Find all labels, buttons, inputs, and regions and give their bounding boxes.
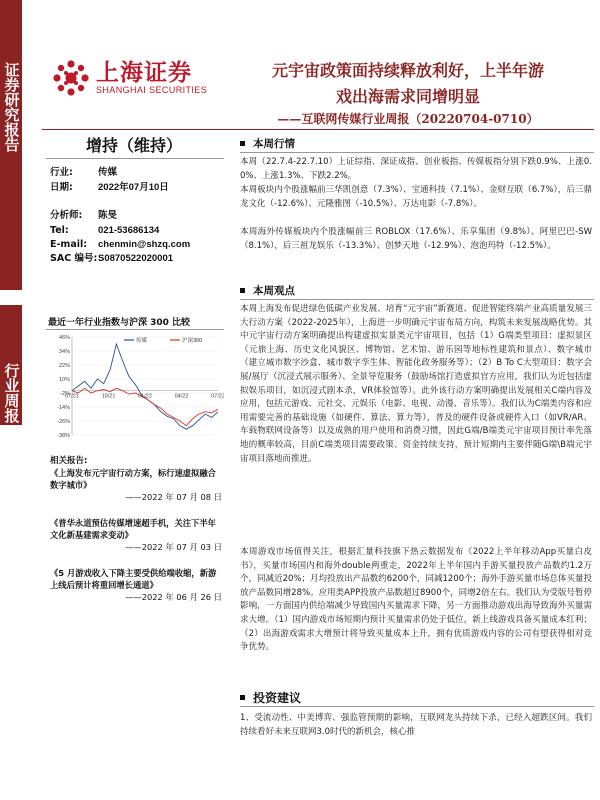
report-title-line2: 戏出海需求同增明显 xyxy=(335,87,480,106)
report-subtitle: ——互联网传媒行业周报（20220704-0710） xyxy=(277,112,539,126)
info-sac: SAC 编号:S0870522020001 xyxy=(50,253,174,264)
y-tick-label: 46% xyxy=(58,335,70,341)
info-email[interactable]: E-mail: chenmin@shzq.com xyxy=(50,239,191,250)
bullet-square-icon xyxy=(240,695,245,700)
weekly-paragraph-1: 本周（22.7.4-22.7.10）上证综指、深证成指、创业板指、传媒板指分别下跌0.9%、上涨0.0%、上涨1.3%、下跌2.2%。 xyxy=(240,157,592,181)
report-title xyxy=(228,58,588,110)
sidebar-mid-label: 行业周报 xyxy=(2,363,21,423)
y-tick-label: -14% xyxy=(57,405,70,411)
x-tick-label: 10/21 xyxy=(101,393,116,400)
rating-divider xyxy=(46,158,224,159)
legend-label: 传媒 xyxy=(136,338,148,344)
y-tick-label: 22% xyxy=(58,363,70,369)
chart-divider xyxy=(46,329,224,330)
views-paragraph-1: 本周上海发布促进绿色低碳产业发展、培育“元宇宙”新赛道、促进智能终端产业高质量发展三大行动方案（2022-2025年），上海进一步明确元宇宙布局方向，构筑未来发展战略优势。其中元宇宙行动方案明确提出构建虚拟实景类元宇宙项目，包括（1）G端类型项目：虚拟景区（元旅上海、历史文化风貌区、博物馆、艺术馆、游乐园等地标性建筑和景点）、数字城市（建立城市数字沙盒、城市数字孪生体、智能化政务服务等）；（2）B To C大型项目：数字会展/展厅（沉浸式展示服务）、全景导览服务（鼓励场馆打造虚拟官方应用，我们认为近包括虚拟娱乐项目，如沉浸式剧本杀，VR体验馆等）。此外该行动方案明确提出发展相关C端内容及应用，包括元游戏、元社交、元娱乐（电影、电视、动漫、音乐等）。我们认为C端类内容和应用需要完善的基础设施（如硬件、算法、算力等），普及的硬件设备或硬件入口（如VR/AR、车载物联网设备等）以及成熟的用户使用和消费习惯，因此G端/B端类元宇宙项目预计率先落地的概率较高，目前C端类项目需要政策、资金持续支持，预计短期内主要伴随G端\B端元宇宙项目落地而推进。 xyxy=(240,304,592,464)
sidebar-report-type xyxy=(0,0,22,290)
advice-paragraph-1: 1、受流动性、中美博弈、强监管预期的影响，互联网龙头持续下杀，已经入超跌区间。我们持续看好未来互联网3.0时代的新机会，核心推 xyxy=(240,713,592,737)
x-tick-label: 04/22 xyxy=(174,393,189,400)
title-divider xyxy=(42,129,594,130)
related-item-title[interactable]: 《上海发布元宇宙行动方案，标行速虚拟融合数字城市》 xyxy=(50,468,216,490)
y-tick-label: -26% xyxy=(57,419,70,425)
info-tel: Tel: 021-53686134 xyxy=(50,225,160,236)
related-item[interactable] xyxy=(50,517,222,553)
info-date: 日期: 2022年07月10日 xyxy=(50,182,169,193)
section-heading-views: 本周观点 xyxy=(240,283,295,298)
x-tick-label: 01/22 xyxy=(138,393,152,400)
related-item-date: ——2022 年 06 月 26 日 xyxy=(125,592,222,602)
section-divider xyxy=(240,706,594,707)
section-divider xyxy=(240,299,594,300)
chart-svg xyxy=(46,331,224,448)
rating: 增持（维持） xyxy=(85,136,182,155)
y-tick-label: 10% xyxy=(58,377,70,383)
chart-title: 最近一年行业指数与沪深 300 比较 xyxy=(48,318,191,328)
views-paragraph-2: 本周游戏市场值得关注，根据汇量科技旗下热云数据发布《2022上半年移动App买量白皮书》，买量市场国内和海外double两重走，2022年上半年国内手游买量投放产品数约1.2万个，同减近20%；月均投放出产品数约6200个，同减1200个；海外手游买量市场总体买量投放产品数同增28%。应用类APP投放产品数超过8900个，同增2倍左右。我们认为受版号暂停影响，一方面国内供给端减少导致国内买量需求下降，另一方面推动游戏出海导致海外买量需求大增。（1）国内游戏市场短期内预计买量需求仍处于低位，新上线游戏具备买量成本红利；（2）出海游戏需求大增预计将导致买量成本上升，拥有优质游戏内容的公司有望获得相对竞争优势。 xyxy=(240,547,592,653)
info-analyst: 分析师: 陈旻 xyxy=(50,210,118,221)
company-logo xyxy=(52,58,220,98)
related-item[interactable] xyxy=(50,467,222,503)
section-heading-advice: 投资建议 xyxy=(240,689,301,706)
related-heading: 相关报告: xyxy=(50,456,88,466)
info-industry: 行业: 传媒 xyxy=(50,167,118,178)
related-item-title[interactable]: 《5 月游戏收入下降主要受供给端收缩，新游上线后预计将重回增长通道》 xyxy=(50,568,217,590)
logo-chinese-name: 上海证券 xyxy=(96,59,192,86)
report-title-line1: 元宇宙政策面持续释放利好，上半年游 xyxy=(271,61,544,80)
weekly-paragraph-2: 本周板块内个股涨幅前三华凯创意（7.3%）、宝通科技（7.1%）、金财互联（6.7%），后三鼎龙文化（-12.6%）、元隆雅图（-10.5%）、万达电影（-7.8%）。 xyxy=(240,185,592,209)
related-item[interactable] xyxy=(50,567,222,603)
sidebar-top-label: 证券研究报告 xyxy=(2,62,21,152)
bullet-square-icon xyxy=(240,288,245,293)
related-item-title[interactable]: 《普华永道预估传媒增速超手机，关注下半年文化新基建需求变动》 xyxy=(50,518,216,540)
related-item-date: ——2022 年 07 月 08 日 xyxy=(125,492,222,502)
legend-label: 沪深300 xyxy=(182,338,203,344)
y-tick-label: -38% xyxy=(57,433,70,439)
x-tick-label: 07/21 xyxy=(65,393,79,400)
industry-index-chart xyxy=(46,331,224,448)
sidebar-report-category xyxy=(0,305,22,425)
y-tick-label: 34% xyxy=(58,349,70,355)
logo-mark-icon xyxy=(52,59,90,97)
logo-english-name: SHANGHAI SECURITIES xyxy=(96,84,208,95)
bullet-square-icon xyxy=(240,141,245,146)
section-divider xyxy=(240,152,594,153)
x-tick-label: 07/22 xyxy=(211,393,224,400)
weekly-paragraph-3: 本周海外传媒板块内个股涨幅前三 ROBLOX（17.6%）、乐享集团（9.8%）、阿里巴巴-SW（8.1%），后三祖龙娱乐（-13.3%）、创梦天地（-12.9%）、泡泡玛特（-12.5%）。 xyxy=(240,227,592,251)
related-item-date: ——2022 年 07 月 03 日 xyxy=(125,542,222,552)
y-tick-label: -2% xyxy=(60,391,70,397)
section-heading-weekly: 本周行情 xyxy=(240,136,295,151)
